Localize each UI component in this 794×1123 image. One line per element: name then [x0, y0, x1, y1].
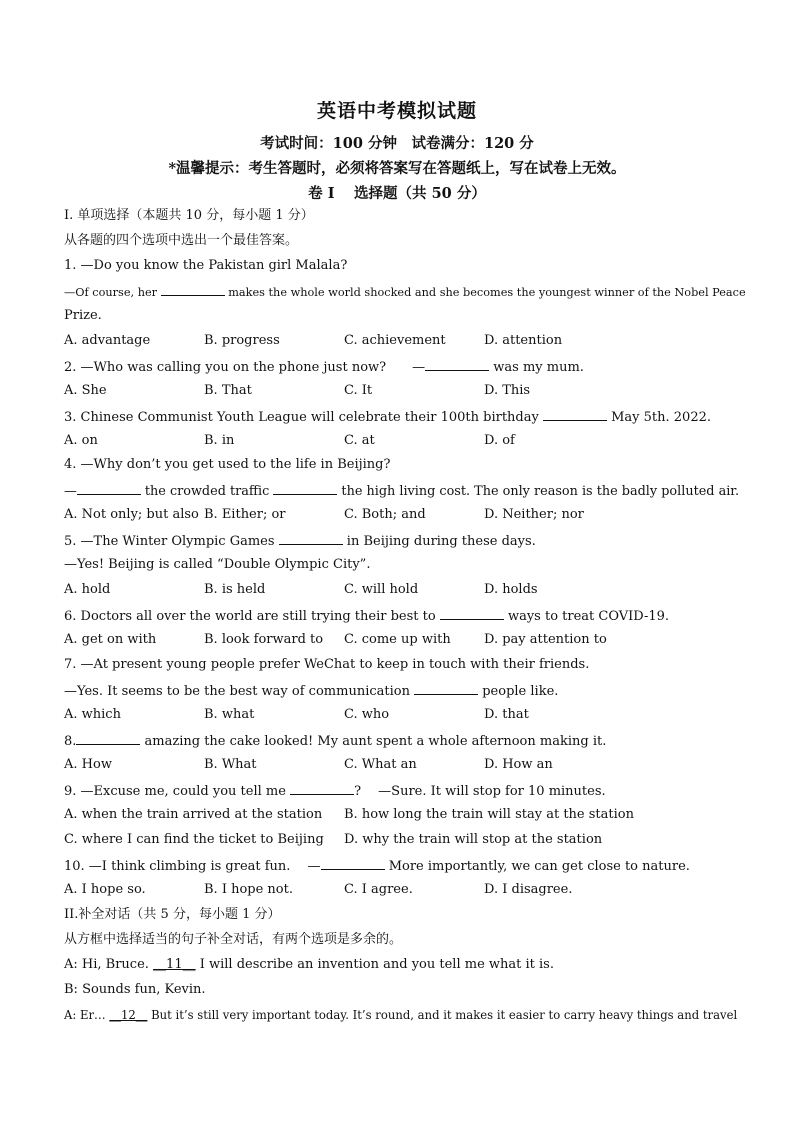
- q10-text-a: 10. —I think climbing is great fun. —: [64, 859, 321, 874]
- q10-text-b: More importantly, we can get close to nature.: [384, 859, 690, 874]
- q6-text-a: 6. Doctors all over the world are still trying their best to: [64, 609, 440, 624]
- q1-text-b: makes the whole world shocked and she becomes the youngest winner of the Nobel Peace: [224, 286, 746, 299]
- q3-option-a: A. on: [64, 433, 98, 448]
- dialogue-line: [64, 1006, 737, 1024]
- answer-blank: [440, 606, 504, 620]
- dialogue-text: A: Er…: [64, 1008, 110, 1022]
- volume-heading: 卷 I 选择题（共 50 分）: [308, 185, 486, 202]
- answer-blank: [414, 681, 478, 695]
- q3-option-c: C. at: [344, 433, 375, 448]
- q9-stem: [64, 781, 606, 801]
- q8-option-b: B. What: [204, 757, 257, 772]
- q4-option-a: A. Not only; but also: [64, 507, 199, 522]
- answer-blank: [77, 481, 141, 495]
- q8-option-a: A. How: [64, 757, 112, 772]
- q4-text-c: the high living cost. The only reason is the badly polluted air.: [337, 484, 740, 499]
- dialogue-line: B: Sounds fun, Kevin.: [64, 982, 206, 997]
- q2-option-a: A. She: [64, 383, 107, 398]
- q5-option-d: D. holds: [484, 582, 538, 597]
- blank-number: __12__: [109, 1008, 148, 1022]
- q8-text-b: amazing the cake looked! My aunt spent a whole afternoon making it.: [140, 734, 607, 749]
- q9-text-a: 9. —Excuse me, could you tell me: [64, 784, 291, 799]
- q2-text-b: was my mum.: [489, 360, 584, 375]
- answer-blank: [273, 481, 337, 495]
- dialogue-line: [64, 956, 554, 974]
- q4-option-b: B. Either; or: [204, 507, 286, 522]
- section1-instruction: 从各题的四个选项中选出一个最佳答案。: [64, 233, 299, 248]
- q4-option-c: C. Both; and: [344, 507, 426, 522]
- q7-option-a: A. which: [64, 707, 121, 722]
- blank-number: __11__: [153, 957, 196, 972]
- q6-option-d: D. pay attention to: [484, 632, 607, 647]
- exam-info: 考试时间：100 分钟 试卷满分：120 分: [260, 135, 534, 152]
- dialogue-text: But it’s still very important today. It’s round, and it makes it easier to carry heavy things and travel: [147, 1008, 738, 1022]
- q6-text-b: ways to treat COVID-19.: [503, 609, 670, 624]
- q5-text-a: 5. —The Winter Olympic Games: [64, 534, 279, 549]
- answer-blank: [321, 856, 385, 870]
- q1-text-a: —Of course, her: [64, 286, 161, 299]
- q5-option-c: C. will hold: [344, 582, 419, 597]
- q9-option-a: A. when the train arrived at the station: [64, 807, 323, 822]
- dialogue-text: I will describe an invention and you tell me what it is.: [195, 957, 554, 972]
- q4-option-d: D. Neither; nor: [484, 507, 584, 522]
- q7-answer-line: [64, 681, 558, 701]
- q1-stem: 1. —Do you know the Pakistan girl Malala?: [64, 258, 348, 273]
- q8-option-c: C. What an: [344, 757, 417, 772]
- q1-answer-line: [64, 282, 746, 302]
- answer-blank: [543, 407, 607, 421]
- q6-stem: [64, 606, 669, 626]
- notice: *温馨提示：考生答题时，必须将答案写在答题纸上，写在试卷上无效。: [168, 160, 626, 177]
- q5-text-b: in Beijing during these days.: [342, 534, 536, 549]
- page-title: 英语中考模拟试题: [316, 100, 477, 122]
- q2-stem: [64, 357, 584, 377]
- answer-blank: [290, 781, 354, 795]
- q5-option-b: B. is held: [204, 582, 266, 597]
- q3-text-b: May 5th. 2022.: [606, 410, 712, 425]
- q6-option-b: B. look forward to: [204, 632, 324, 647]
- q3-option-b: B. in: [204, 433, 235, 448]
- q1-option-a: A. advantage: [64, 333, 151, 348]
- section1-heading: I. 单项选择（本题共 10 分，每小题 1 分）: [64, 208, 314, 223]
- answer-blank: [76, 731, 140, 745]
- q9-option-b: B. how long the train will stay at the station: [344, 807, 634, 822]
- answer-blank: [161, 282, 225, 296]
- q7-text-b: people like.: [478, 684, 559, 699]
- q5-reply: —Yes! Beijing is called “Double Olympic City”.: [64, 557, 371, 572]
- q10-option-d: D. I disagree.: [484, 882, 573, 897]
- q8-stem: [64, 731, 606, 751]
- q9-option-c: C. where I can find the ticket to Beijing: [64, 832, 324, 847]
- q9-text-b: ? —Sure. It will stop for 10 minutes.: [354, 784, 606, 799]
- q8-text-a: 8.: [64, 734, 77, 749]
- q3-option-d: D. of: [484, 433, 515, 448]
- q4-text-b: the crowded traffic: [140, 484, 274, 499]
- q7-option-d: D. that: [484, 707, 529, 722]
- q5-option-a: A. hold: [64, 582, 111, 597]
- q10-option-c: C. I agree.: [344, 882, 413, 897]
- q5-stem: [64, 531, 536, 551]
- q4-answer-line: [64, 481, 739, 501]
- q2-option-b: B. That: [204, 383, 252, 398]
- q4-stem: 4. —Why don’t you get used to the life in Beijing?: [64, 457, 391, 472]
- q6-option-a: A. get on with: [64, 632, 157, 647]
- q1-option-d: D. attention: [484, 333, 563, 348]
- q10-option-b: B. I hope not.: [204, 882, 293, 897]
- q3-stem: [64, 407, 711, 427]
- q1-option-b: B. progress: [204, 333, 280, 348]
- q1-continuation: Prize.: [64, 308, 102, 323]
- q2-option-c: C. It: [344, 383, 373, 398]
- q10-stem: [64, 856, 690, 876]
- q10-option-a: A. I hope so.: [64, 882, 146, 897]
- section2-heading: II.补全对话（共 5 分，每小题 1 分）: [64, 907, 281, 922]
- section2-instruction: 从方框中选择适当的句子补全对话，有两个选项是多余的。: [64, 932, 403, 947]
- q7-option-b: B. what: [204, 707, 255, 722]
- q7-option-c: C. who: [344, 707, 390, 722]
- q7-stem: 7. —At present young people prefer WeChat to keep in touch with their friends.: [64, 657, 590, 672]
- q7-text-a: —Yes. It seems to be the best way of communication: [64, 684, 415, 699]
- q3-text-a: 3. Chinese Communist Youth League will celebrate their 100th birthday: [64, 410, 543, 425]
- answer-blank: [279, 531, 343, 545]
- q4-text-a: —: [64, 484, 77, 499]
- q8-option-d: D. How an: [484, 757, 553, 772]
- dialogue-text: A: Hi, Bruce.: [64, 957, 154, 972]
- q2-text-a: 2. —Who was calling you on the phone just now? —: [64, 360, 426, 375]
- q1-option-c: C. achievement: [344, 333, 446, 348]
- q2-option-d: D. This: [484, 383, 531, 398]
- q6-option-c: C. come up with: [344, 632, 451, 647]
- q9-option-d: D. why the train will stop at the station: [344, 832, 603, 847]
- answer-blank: [425, 357, 489, 371]
